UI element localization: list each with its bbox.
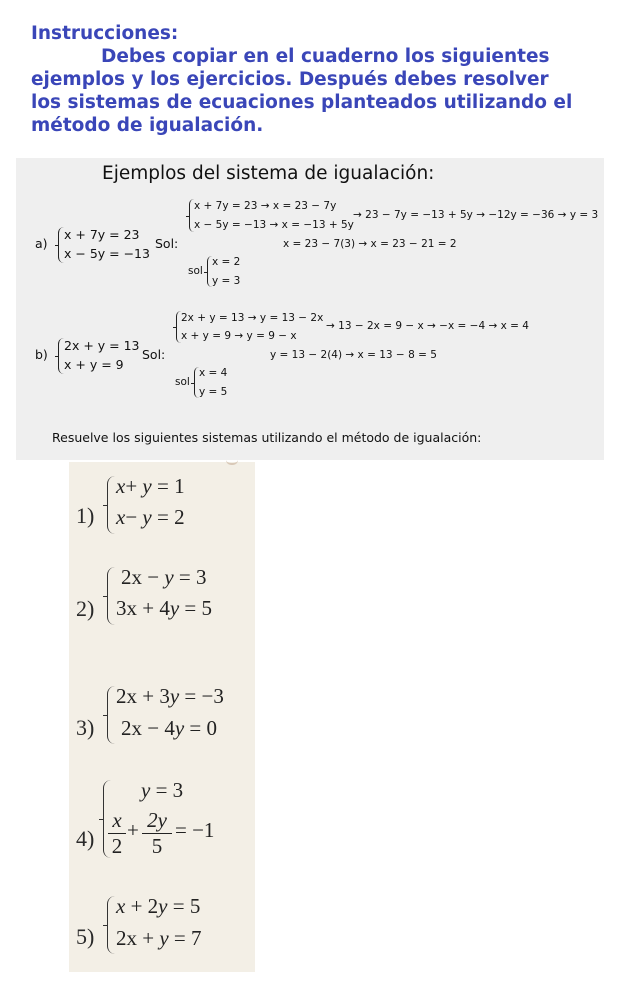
instructions-heading: Instrucciones: [31,23,179,44]
exercise-3-eq2: 2x − 4y = 0 [121,716,218,740]
exercise-2-eq1: 2x − y = 3 [121,565,207,589]
exercises-instruction: Resuelve los siguientes sistemas utilizando el método de igualación: [52,430,482,445]
exercise-4-eq1: y = 3 [141,778,184,802]
exercise-4-fraction-x-over-2: $\frac{x}{2}$ [108,808,126,859]
exercise-4-fraction-2y-over-5: $\frac{2y}{5}$ [142,808,172,859]
example-b-step1: 2x + y = 13 → y = 13 − 2x [181,312,324,324]
example-b-step3: → 13 − 2x = 9 − x → −x = −4 → x = 4 [326,320,529,332]
example-b-step2: x + y = 9 → y = 9 − x [181,330,297,342]
exercise-2-eq2: 3x + 4y = 5 [116,596,213,620]
instructions-block [31,22,621,137]
exercise-1-number: 1) [76,503,95,528]
instructions-line-1: Debes copiar en el cuaderno los siguientes [101,46,550,67]
exercise-4-number: 4) [76,826,95,851]
exercise-1-brace [107,476,115,534]
exercise-4-plus: + [127,818,139,842]
example-a-label: a) [35,236,48,251]
examples-title: Ejemplos del sistema de igualación: [102,163,435,184]
example-b-label: b) [35,347,48,362]
instructions-line-3: los sistemas de ecuaciones planteados utilizando el [31,92,573,113]
example-a-sol: Sol: [155,236,179,251]
example-b-result-y: y = 5 [199,386,228,398]
instructions-line-4: método de igualación. [31,115,264,136]
exercise-4-rhs: = −1 [175,818,215,842]
instructions-line-2: ejemplos y los ejercicios. Después debes resolver [31,69,549,90]
exercise-5-number: 5) [76,924,95,949]
exercise-5-eq2: 2x + y = 7 [116,926,202,950]
example-a-eq2: x − 5y = −13 [64,246,150,261]
example-a-step4: x = 23 − 7(3) → x = 23 − 21 = 2 [283,238,457,250]
example-a-step1: x + 7y = 23 → x = 23 − 7y [194,200,337,212]
exercise-3-number: 3) [76,715,95,740]
exercise-1-eq1: x+ y = 1 [116,474,185,498]
exercise-3-brace [107,686,115,744]
exercise-2-brace [107,567,115,625]
example-b-sol: Sol: [142,347,166,362]
example-a-step3: → 23 − 7y = −13 + 5y → −12y = −36 → y = 3 [353,209,599,221]
example-b-sol-word: sol [175,376,190,388]
example-b-step4: y = 13 − 2(4) → x = 13 − 8 = 5 [270,349,437,361]
example-a-step2: x − 5y = −13 → x = −13 + 5y [194,219,354,231]
example-a-eq1: x + 7y = 23 [64,227,140,242]
example-a-result-x: x = 2 [212,256,241,268]
exercise-1-eq2: x− y = 2 [116,505,185,529]
example-b-result-x: x = 4 [199,367,228,379]
exercise-5-eq1: x + 2y = 5 [116,894,201,918]
exercise-3-eq1: 2x + 3y = −3 [116,684,224,708]
example-b-eq2: x + y = 9 [64,357,124,372]
example-a-sol-word: sol [188,265,203,277]
example-b-eq1: 2x + y = 13 [64,338,140,353]
exercise-5-brace [107,896,115,954]
example-a-result-y: y = 3 [212,275,241,287]
exercise-2-number: 2) [76,596,95,621]
